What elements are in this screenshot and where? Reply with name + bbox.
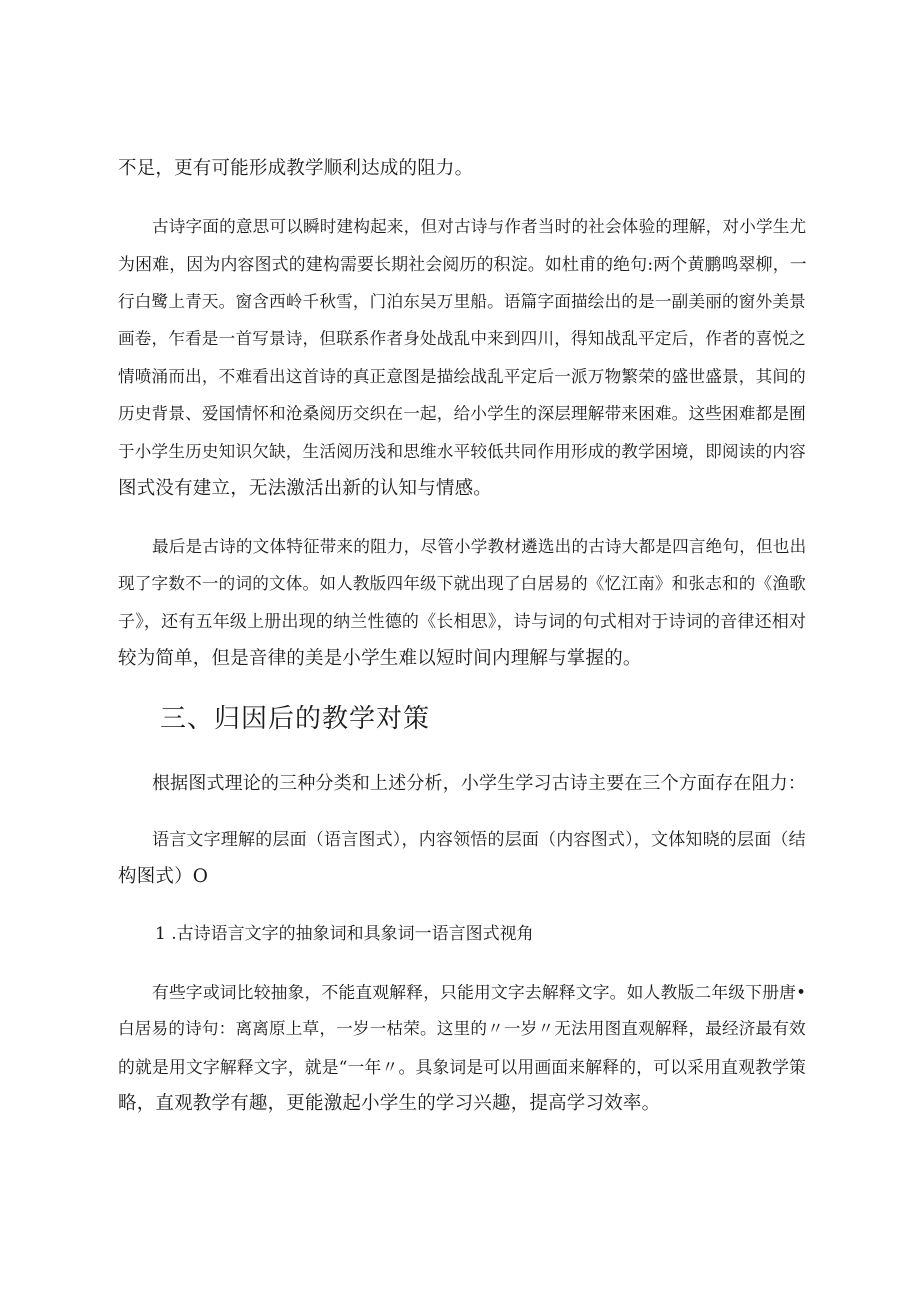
paragraph-line: 画卷，乍看是一首写景诗，但联系作者身处战乱中来到四川，得知战乱平定后，作者的喜悦之 [118, 329, 806, 348]
paragraph-line: 的就是用文字解释文字，就是“一年〃。具象词是可以用画面来解释的，可以采用直观教学策 [118, 1057, 807, 1077]
paragraph-line: 行白鹭上青天。窗含西岭千秋雪，门泊东吴万里船。语篇字面描绘出的是一副美丽的窗外美景 [118, 292, 806, 311]
paragraph-line: 较为简单，但是音律的美是小学生难以短时间内理解与掌握的。 [118, 648, 642, 669]
paragraph-line: 根据图式理论的三种分类和上述分析，小学生学习古诗主要在三个方面存在阻力： [152, 773, 807, 794]
paragraph-line: 古诗字面的意思可以瞬时建构起来，但对古诗与作者当时的社会体验的理解，对小学生尤 [152, 217, 807, 236]
paragraph-line: 白居易的诗句：离离原上草，一岁一枯荣。这里的〃一岁〃无法用图直观解释，最经济最有效 [118, 1019, 806, 1038]
section-heading: 三、归因后的教学对策 [160, 704, 431, 734]
paragraph-line: 构图式）O [118, 866, 209, 887]
paragraph-line: 略，直观教学有趣，更能激起小学生的学习兴趣，提高学习效率。 [118, 1093, 661, 1114]
paragraph-line: 历史背景、爱国情怀和沧桑阅历交织在一起，给小学生的深层理解带来困难。这些困难都是囿 [118, 404, 806, 423]
paragraph-line: 有些字或词比较抽象，不能直观解释，只能用文字去解释文字。如人教版二年级下册唐• [152, 982, 807, 1002]
paragraph-line: 图式没有建立，无法激活出新的认知与情感。 [118, 478, 493, 499]
paragraph-line: 语言文字理解的层面（语言图式），内容领悟的层面（内容图式），文体知晓的层面（结 [152, 830, 806, 850]
paragraph-line: 不足，更有可能形成教学顺利达成的阻力。 [118, 158, 474, 179]
subsection-heading: 1 .古诗语言文字的抽象词和具象词一语言图式视角 [155, 924, 534, 944]
paragraph-line: 于小学生历史知识欠缺，生活阅历浅和思维水平较低共同作用形成的教学困境，即阅读的内容 [118, 442, 806, 461]
paragraph-line: 为困难，因为内容图式的建构需要长期社会阅历的积淀。如杜甫的绝句:两个黄鹏鸣翠柳，一 [118, 254, 807, 274]
paragraph-line: 现了字数不一的词的文体。如人教版四年级下就出现了白居易的《忆江南》和张志和的《渔歌 [118, 574, 806, 593]
paragraph-line: 子》，还有五年级上册出现的纳兰性德的《长相思》，诗与词的句式相对于诗词的音律还相对 [118, 612, 807, 632]
paragraph-line: 情喷涌而出，不难看出这首诗的真正意图是描绘战乱平定后一派万物繁荣的盛世盛景，其间的 [118, 367, 806, 386]
paragraph-line: 最后是古诗的文体特征带来的阻力，尽管小学教材遴选出的古诗大都是四言绝句，但也出 [152, 537, 807, 556]
